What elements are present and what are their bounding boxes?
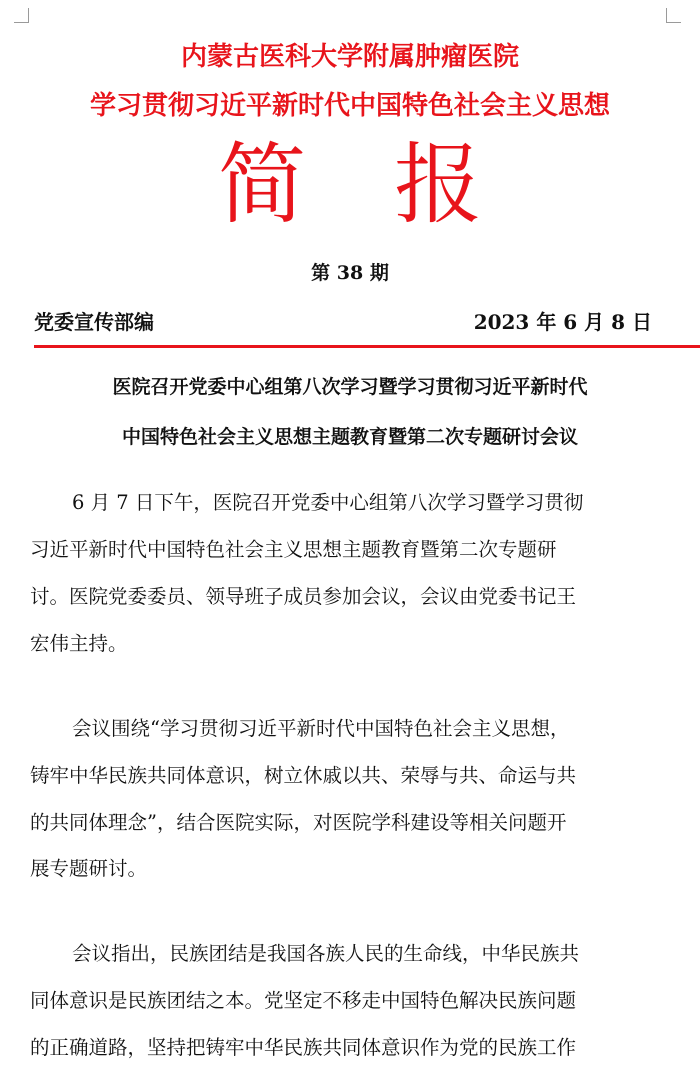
hospital-name: 内蒙古医科大学附属肿瘤医院 [180,42,519,72]
paragraph-2-line-4: 展专题研讨。 [30,857,148,880]
article-title-line: 医院召开党委中心组第八次学习暨学习贯彻习近平新时代 [112,376,588,398]
paragraph-1-line-3: 讨。医院党委委员、领导班子成员参加会议，会议由党委书记王 [30,585,577,608]
publisher-label: 党委宣传部编 [34,310,154,334]
issue-number: 第 38 期 [311,262,389,284]
paragraph-1-line-4: 宏伟主持。 [30,632,128,655]
publish-date: 2023 年 6 月 8 日 [473,310,652,334]
campaign-title: 学习贯彻习近平新时代中国特色社会主义思想 [89,91,610,121]
paragraph-3-line-3: 的正确道路，坚持把铸牢中华民族共同体意识作为党的民族工作 [30,1036,577,1059]
paragraph-2-line-2: 铸牢中华民族共同体意识，树立休戚以共、荣辱与共、命运与共 [30,764,577,787]
paragraph-1-line-2: 习近平新时代中国特色社会主义思想主题教育暨第二次专题研 [30,538,557,561]
article-title-line: 中国特色社会主义思想主题教育暨第二次专题研讨会议 [121,426,578,448]
header-divider [34,345,700,348]
crop-mark-top-right [666,8,681,23]
paragraph-1-line-1: 6 月 7 日下午，医院召开党委中心组第八次学习暨学习贯彻 [72,491,584,514]
paragraph-3-line-1: 会议指出，民族团结是我国各族人民的生命线，中华民族共 [72,942,580,965]
paragraph-3-line-2: 同体意识是民族团结之本。党坚定不移走中国特色解决民族问题 [30,989,577,1012]
paragraph-2-line-3: 的共同体理念”，结合医院实际，对医院学科建设等相关问题开 [30,811,567,834]
crop-mark-top-left [14,8,29,23]
paragraph-2-line-1: 会议围绕“学习贯彻习近平新时代中国特色社会主义思想， [72,717,570,740]
bulletin-title: 简报 [217,133,570,236]
